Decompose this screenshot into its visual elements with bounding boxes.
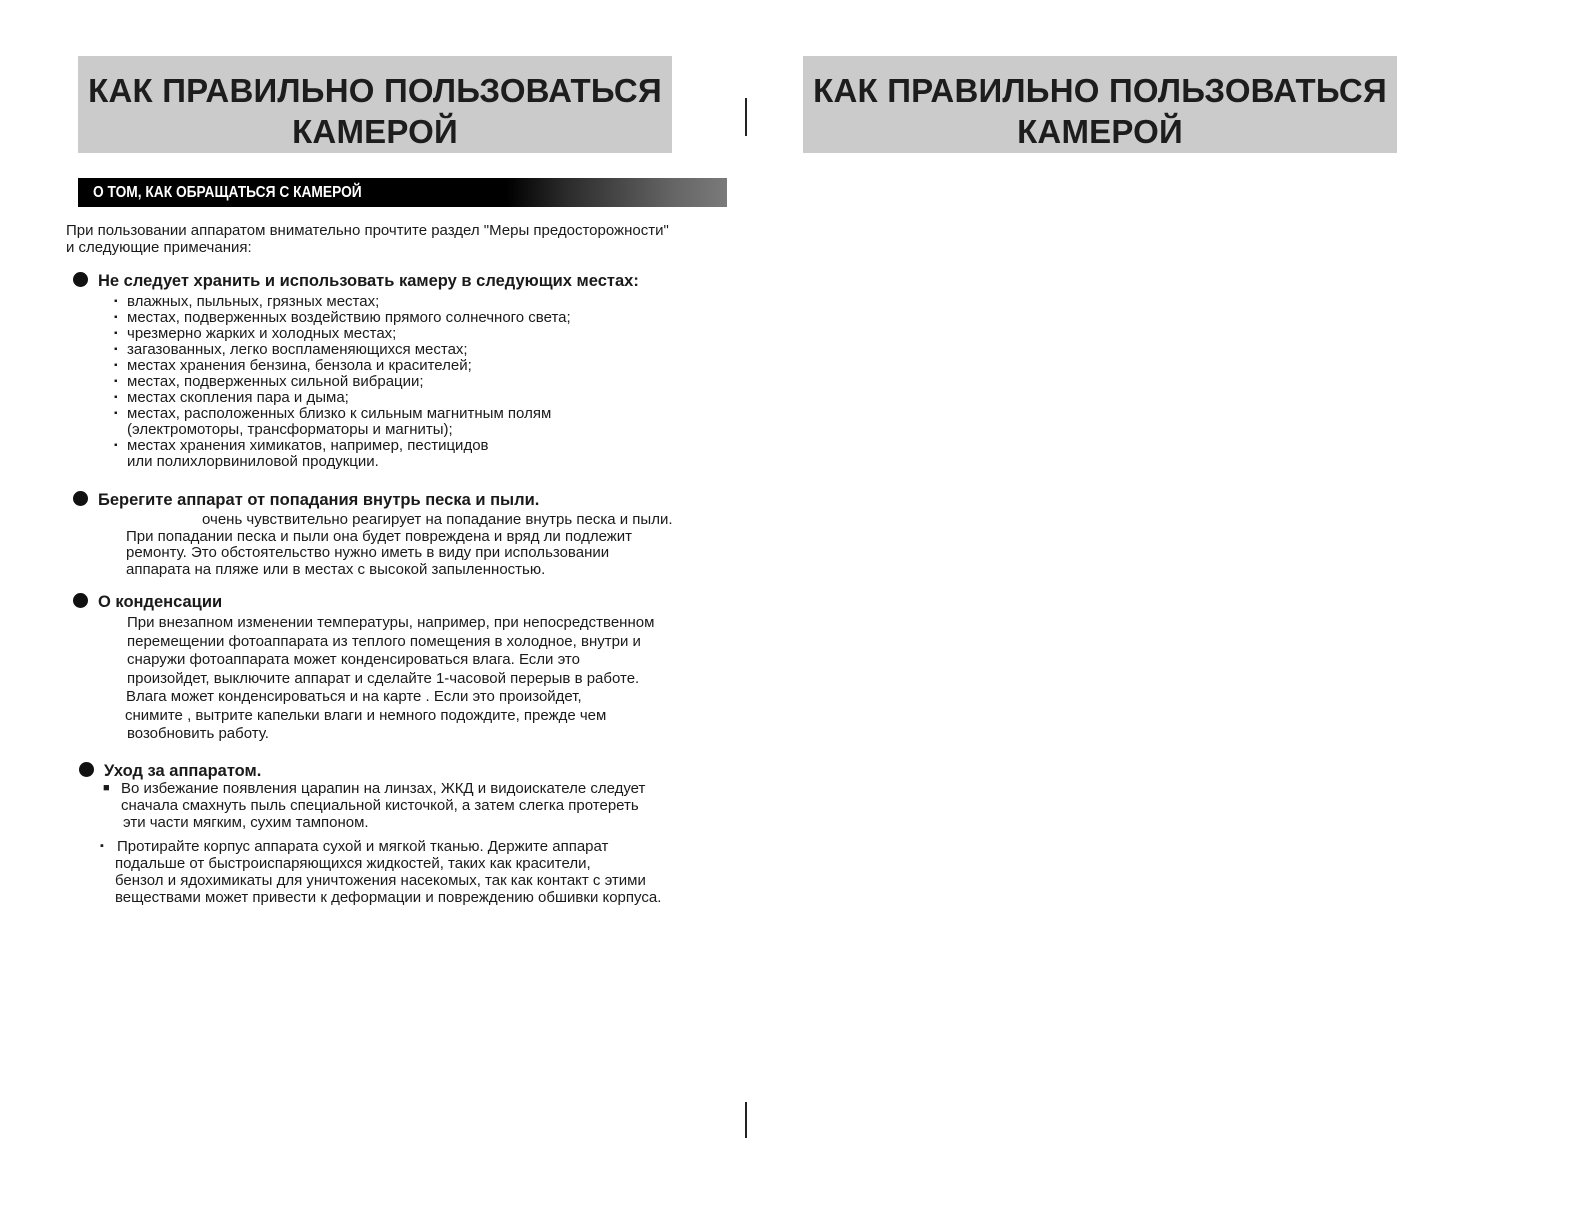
paragraph-line: При внезапном изменении температуры, например, при непосредственном (127, 614, 655, 631)
paragraph-line: Во избежание появления царапин на линзах, ЖКД и видоискателе следует (121, 780, 646, 797)
list-item-continuation: или полихлорвиниловой продукции. (127, 453, 379, 470)
list-item: ▪ местах, подверженных сильной вибрации; (114, 374, 571, 390)
title-line-1: КАК ПРАВИЛЬНО ПОЛЬЗОВАТЬСЯ (88, 72, 662, 109)
left-page-title (78, 56, 672, 153)
intro-line: При пользовании аппаратом внимательно прочтите раздел "Меры предосторожности" (66, 222, 669, 239)
list-item: ▪ местах, расположенных близко к сильным магнитным полям (114, 406, 571, 422)
paragraph-line: произойдет, выключите аппарат и сделайте 1-часовой перерыв в работе. (127, 669, 640, 687)
paragraph-line: При попадании песка и пыли она будет повреждена и вряд ли подлежит (126, 527, 633, 545)
paragraph-line: снаружи фотоаппарата может конденсироваться влага. Если это (127, 651, 580, 668)
paragraph-line: Протирайте корпус аппарата сухой и мягкой тканью. Держите аппарат (117, 838, 609, 855)
condensation-heading-text: О конденсации (98, 593, 223, 611)
title-line-2: КАМЕРОЙ (1017, 113, 1183, 150)
sand-paragraph (126, 512, 673, 578)
right-page-title (803, 56, 1397, 153)
list-item: ▪ местах, подверженных воздействию прямого солнечного света; (114, 310, 571, 326)
bullet-dot-icon (73, 491, 88, 506)
sand-heading (73, 490, 539, 510)
paragraph-line: возобновить работу. (127, 725, 269, 742)
paragraph-line: перемещении фотоаппарата из теплого помещения в холодное, внутри и (127, 632, 641, 650)
bullet-dot-icon (73, 272, 88, 287)
places-heading-text: Не следует хранить и использовать камеру в следующих местах: (98, 272, 639, 290)
page-divider-bottom (745, 1102, 747, 1138)
places-heading (73, 271, 639, 291)
section-header-bar (78, 178, 727, 207)
paragraph-line: бензол и ядохимикаты для уничтожения насекомых, так как контакт с этими (115, 872, 646, 889)
paragraph-line: снимите , вытрите капельки влаги и немного подождите, прежде чем (125, 706, 607, 724)
sand-heading-text: Берегите аппарат от попадания внутрь песка и пыли. (98, 491, 540, 509)
list-item: ▪ чрезмерно жарких и холодных местах; (114, 326, 571, 342)
list-item: ▪ местах хранения бензина, бензола и красителей; (114, 358, 571, 374)
square-bullet-icon: ■ (103, 782, 110, 794)
paragraph-line: ремонту. Это обстоятельство нужно иметь в виду при использовании (126, 544, 610, 561)
list-item: ▪ местах скопления пара и дыма; (114, 390, 571, 406)
list-item: ▪ влажных, пыльных, грязных местах; (114, 294, 571, 310)
condensation-paragraph (127, 614, 654, 744)
paragraph-line: аппарата на пляже или в местах с высокой запыленностью. (126, 560, 546, 578)
paragraph-line: Влага может конденсироваться и на карте . Если это произойдет, (126, 688, 582, 705)
intro-paragraph (66, 222, 669, 256)
bullet-dot-icon (79, 762, 94, 777)
title-line-2: КАМЕРОЙ (292, 113, 458, 150)
paragraph-line: очень чувствительно реагирует на попадание внутрь песка и пыли. (202, 511, 673, 528)
places-list (114, 294, 571, 470)
list-item: ▪ загазованных, легко воспламеняющихся местах; (114, 342, 571, 358)
care-item-1 (103, 780, 645, 831)
paragraph-line: подальше от быстроиспаряющихся жидкостей, таких как красители, (115, 855, 591, 872)
page-divider-top (745, 98, 747, 136)
care-heading-text: Уход за аппаратом. (104, 762, 262, 780)
list-item-continuation: (электромоторы, трансформаторы и магниты); (127, 421, 453, 438)
paragraph-line: сначала смахнуть пыль специальной кисточкой, а затем слегка протереть (121, 797, 639, 814)
care-item-2 (100, 838, 661, 906)
list-item: ▪ местах хранения химикатов, например, пестицидов (114, 438, 571, 454)
bullet-dot-icon (73, 593, 88, 608)
paragraph-line: веществами может привести к деформации и повреждению обшивки корпуса. (115, 889, 662, 906)
section-header-text: О ТОМ, КАК ОБРАЩАТЬСЯ С КАМЕРОЙ (93, 184, 362, 201)
condensation-heading (73, 592, 222, 612)
intro-line: и следующие примечания: (66, 239, 252, 256)
square-bullet-icon: ▪ (100, 840, 104, 852)
care-heading (79, 761, 261, 781)
paragraph-line: эти части мягким, сухим тампоном. (123, 814, 369, 831)
title-line-1: КАК ПРАВИЛЬНО ПОЛЬЗОВАТЬСЯ (813, 72, 1387, 109)
